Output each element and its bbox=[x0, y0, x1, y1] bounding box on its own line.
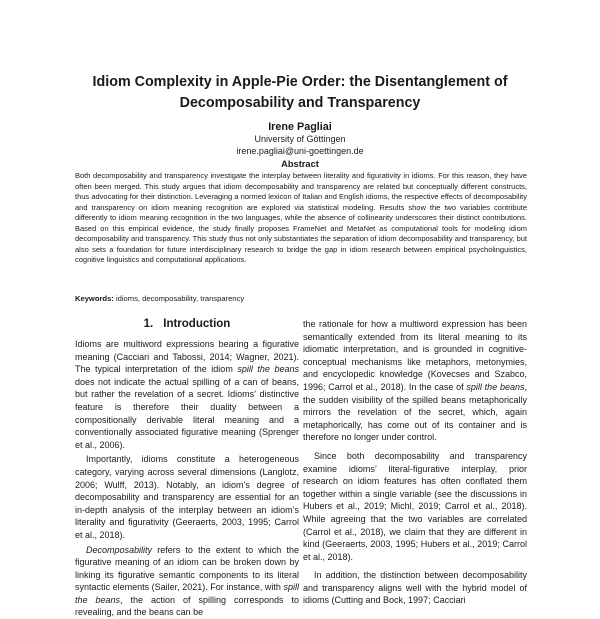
keywords-label: Keywords: bbox=[75, 294, 114, 303]
author-block bbox=[150, 121, 450, 157]
text-run: , the sudden visibility of the spilled beans metaphorically mirrors the revelation of the secret, which, again metaphorically, has come out of its container and is therefore no longer under control. bbox=[303, 382, 527, 442]
author-name: Irene Pagliai bbox=[150, 121, 450, 134]
text-run: the rationale for how a multiword expression has been semantically extended from its literal meaning to its idiomatic interpretation, and is grounded in cognitive-conceptual mechanisms like metaphors, metonymies, and encyclopedic knowledge (Kovecses and Szabco, 1996; Carrol et al., 2018). In the case of bbox=[303, 319, 527, 392]
left-column bbox=[75, 338, 299, 619]
idiom-example: spill the beans bbox=[75, 582, 299, 605]
text-run: refers to the extent to which the figurative meaning of an idiom can be broken down by linking its figurative semantic components to its literal syntactic elements (Sailer, 2021). For instance, with bbox=[75, 545, 299, 593]
keywords-list: idioms, decomposability, transparency bbox=[116, 294, 244, 303]
idiom-example: spill the beans bbox=[237, 364, 299, 374]
paragraph: Since both decomposability and transparency examine idioms’ literal-figurative interplay, prior research on idiom features has often conflated them together within a single variable (see the discussions in Hubers et al., 2019; Michl, 2019; Carrol et al., 2018). While agreeing that the two variables are correlated (Carrol et al., 2018), we claim that they are different in kind (Geeraerts, 2003, 1995; Hubers et al., 2019; Carrol et al., 2018). bbox=[303, 450, 527, 563]
idiom-example: spill the beans bbox=[466, 382, 524, 392]
paragraph: Importantly, idioms constitute a heterogeneous category, varying across several dimensions (Langlotz, 2006; Wulff, 2013). Notably, an idiom’s degree of decomposability and transparency are essential for an in-depth analysis of the interplay between an idiom’s literality and figurativity (Geeraerts, 2003, 1995; Carrol et al., 2018). bbox=[75, 453, 299, 541]
keywords-line bbox=[75, 294, 527, 304]
text-run: does not indicate the actual spilling of a can of beans, but rather the revelation of a secret. Idioms’ distinctive feature is therefore their duality between a compositionally derivable literal meaning and a conventionally associated figurative meaning (Sprenger et al., 2006). bbox=[75, 377, 299, 450]
text-run: , the action of spilling corresponds to revealing, and the beans can be bbox=[75, 595, 299, 618]
paragraph bbox=[75, 338, 299, 451]
paragraph bbox=[75, 544, 299, 619]
section-number: 1. bbox=[144, 318, 154, 330]
paragraph: In addition, the distinction between decomposability and transparency aligns well with the hybrid model of idioms (Cutting and Bock, 1997; Cacciari bbox=[303, 569, 527, 607]
section-title: Introduction bbox=[163, 318, 230, 330]
paragraph bbox=[303, 318, 527, 444]
right-column bbox=[303, 318, 527, 607]
abstract-heading: Abstract bbox=[150, 158, 450, 170]
author-affiliation: University of Göttingen bbox=[150, 134, 450, 146]
section-heading-introduction bbox=[75, 317, 299, 331]
text-run: Idioms are multiword expressions bearing a figurative meaning (Cacciari and Tabossi, 2014; Wagner, 2021). The typical interpretation of the idiom bbox=[75, 339, 299, 374]
abstract-text: Both decomposability and transparency investigate the interplay between literality and figurativity in idioms. For this reason, they have often been merged. This study argues that idiom decomposability and transparency are related but conceptually different constructs, thus advocating for their distinction. Leveraging a normed lexicon of Italian and English idioms, the respective effects of decomposability and transparency on idiom meaning recognition are explored via statistical modeling. Results show the two variables contribute differently to idiom meaning recognition in the two languages, while the absence of collinearity underscores their distinct contributions. Based on this empirical evidence, the study finally proposes FrameNet and MetaNet as computational tools for modeling idiom decomposability and transparency. This study thus not only substantiates the separation of idiom decomposability and transparency, but also sets a foundation for future interdisciplinary research to bridge the gap in idiom research between empirical psycholinguistics, cognitive linguistics and computational applications. bbox=[75, 171, 527, 266]
paper-title: Idiom Complexity in Apple-Pie Order: the Disentanglement of Decomposability and Transparency bbox=[70, 72, 530, 114]
author-email: irene.pagliai@uni-goettingen.de bbox=[150, 146, 450, 158]
term-decomposability: Decomposability bbox=[86, 545, 152, 555]
